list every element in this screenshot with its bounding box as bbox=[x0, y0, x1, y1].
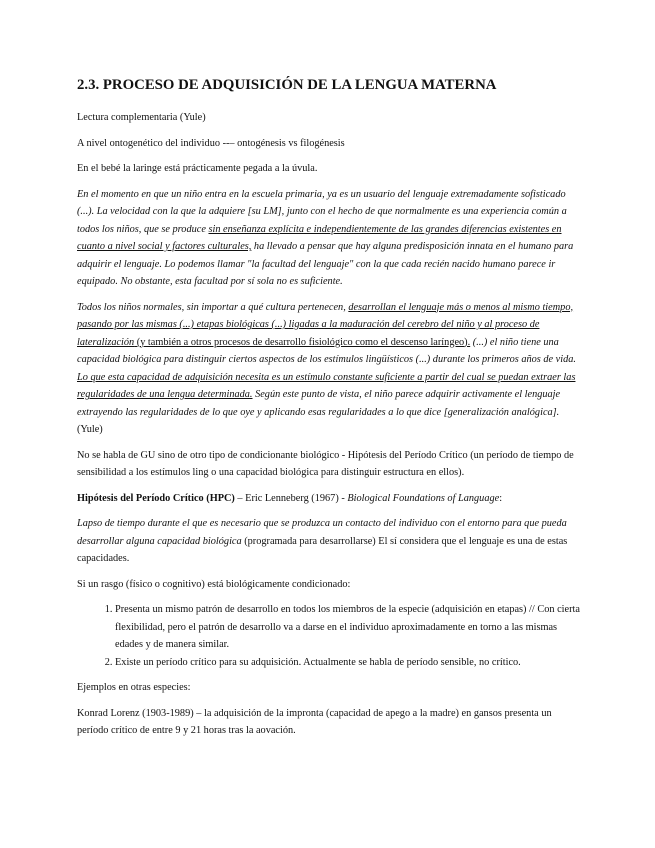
list-item: 2. Existe un período crítico para su adquisición. Actualmente se habla de período sensible, no crítico. bbox=[115, 654, 582, 672]
quote1-underlined: sin enseñanza explícita e independientemente de las grandes diferencias existentes en cuanto a nivel social y factores culturales, bbox=[77, 223, 562, 252]
quote2-underlined-2: (y también a otros procesos de desarrollo fisiológico como el descenso laríngeo). bbox=[134, 336, 471, 348]
hpc-definition-italic: Lapso de tiempo durante el que es necesario que se produzca un contacto del individuo con el entorno para que pueda desarrollar alguna capacidad biológica bbox=[77, 518, 567, 547]
reading-note: Lectura complementaria (Yule) bbox=[77, 112, 206, 123]
quote2-underlined-1: desarrollan el lenguaje más o menos al mismo tiempo, pasando por las mismas (...) etapas biológicas (...) ligadas a la maduración del cerebro del niño y al proceso de lateralización bbox=[77, 301, 574, 348]
section-title: 2.3. PROCESO DE ADQUISICIÓN DE LA LENGUA MATERNA bbox=[77, 77, 497, 93]
quote2-underlined-3: Lo que esta capacidad de adquisición necesita es un estímulo constante suficiente a partir del cual se puedan extraer las regularidades de una lengua determinada. bbox=[77, 371, 576, 400]
hpc-definition-rest: (programada para desarrollarse) El sí considera que el lenguaje es una de estas capacidades. bbox=[77, 535, 568, 564]
larynx-line: En el bebé la laringe está prácticamente pegada a la úvula. bbox=[77, 163, 318, 174]
quote2-text-f: Según este punto de vista, el niño parece adquirir activamente el lenguaje extrayendo las regularidades de lo que oye y aplicando esas regularidades a lo que dice [generalización analógica]. bbox=[77, 389, 561, 418]
ontogeny-line: A nivel ontogenético del individuo --– ontogénesis vs filogénesis bbox=[77, 137, 345, 149]
quote-paragraph-2 bbox=[77, 299, 582, 439]
conditions-list bbox=[77, 601, 582, 671]
lorenz-paragraph: Konrad Lorenz (1903-1989) – la adquisición de la impronta (capacidad de apego a la madre) en gansos presenta un período crítico de entre 9 y 21 horas tras la aovación. bbox=[77, 707, 552, 736]
list-item: 1. Presenta un mismo patrón de desarrollo en todos los miembros de la especie (adquisición en etapas) // Con cierta flexibilidad, pero el patrón de desarrollo va a darse en el individuo aproximadamente en torno a las mismas edades y de manera similar. bbox=[115, 601, 582, 654]
quote1-text-c: ha llevado a pensar que hay alguna predisposición innata en el humano para adquirir el lenguaje. Lo podemos llamar "la facultad del lenguaje" con la que cada recién nacido humano parece ir equipado. No obstante, esta facultad por sí sola no es suficiente. bbox=[77, 241, 574, 287]
quote-paragraph-1 bbox=[77, 186, 582, 291]
trait-intro: Si un rasgo (físico o cognitivo) está biológicamente condicionado: bbox=[77, 578, 351, 590]
gu-paragraph: No se habla de GU sino de otro tipo de condicionante biológico - Hipótesis del Período Crítico (un período de tiempo de sensibilidad a los estímulos ling o una capacidad biológica para distinguir estructura en ellos). bbox=[77, 449, 574, 478]
hpc-definition bbox=[77, 515, 582, 568]
hpc-colon: : bbox=[499, 492, 503, 504]
hpc-bold: Hipótesis del Período Crítico (HPC) bbox=[77, 492, 235, 504]
quote2-text-d: (...) el niño tiene una capacidad biológica para distinguir ciertos aspectos de los estímulos lingüísticos (...) durante los primeros años de vida. bbox=[77, 336, 576, 365]
hpc-author: – Eric Lenneberg (1967) - bbox=[234, 492, 348, 504]
quote1-text-a: En el momento en que un niño entra en la escuela primaria, ya es un usuario del lenguaje extremadamente sofisticado (...). La velocidad con la que la adquiere [su LM], junto con el hecho de que normalmente es una experiencia común a todos los niños, que se produce bbox=[77, 188, 567, 235]
quote2-text-a: Todos los niños normales, sin importar a qué cultura pertenecen, bbox=[77, 301, 349, 313]
document-page bbox=[77, 76, 582, 748]
hpc-heading bbox=[77, 490, 582, 508]
examples-heading: Ejemplos en otras especies: bbox=[77, 682, 191, 693]
quote2-source: (Yule) bbox=[77, 424, 103, 435]
hpc-book: Biological Foundations of Language bbox=[347, 492, 500, 504]
